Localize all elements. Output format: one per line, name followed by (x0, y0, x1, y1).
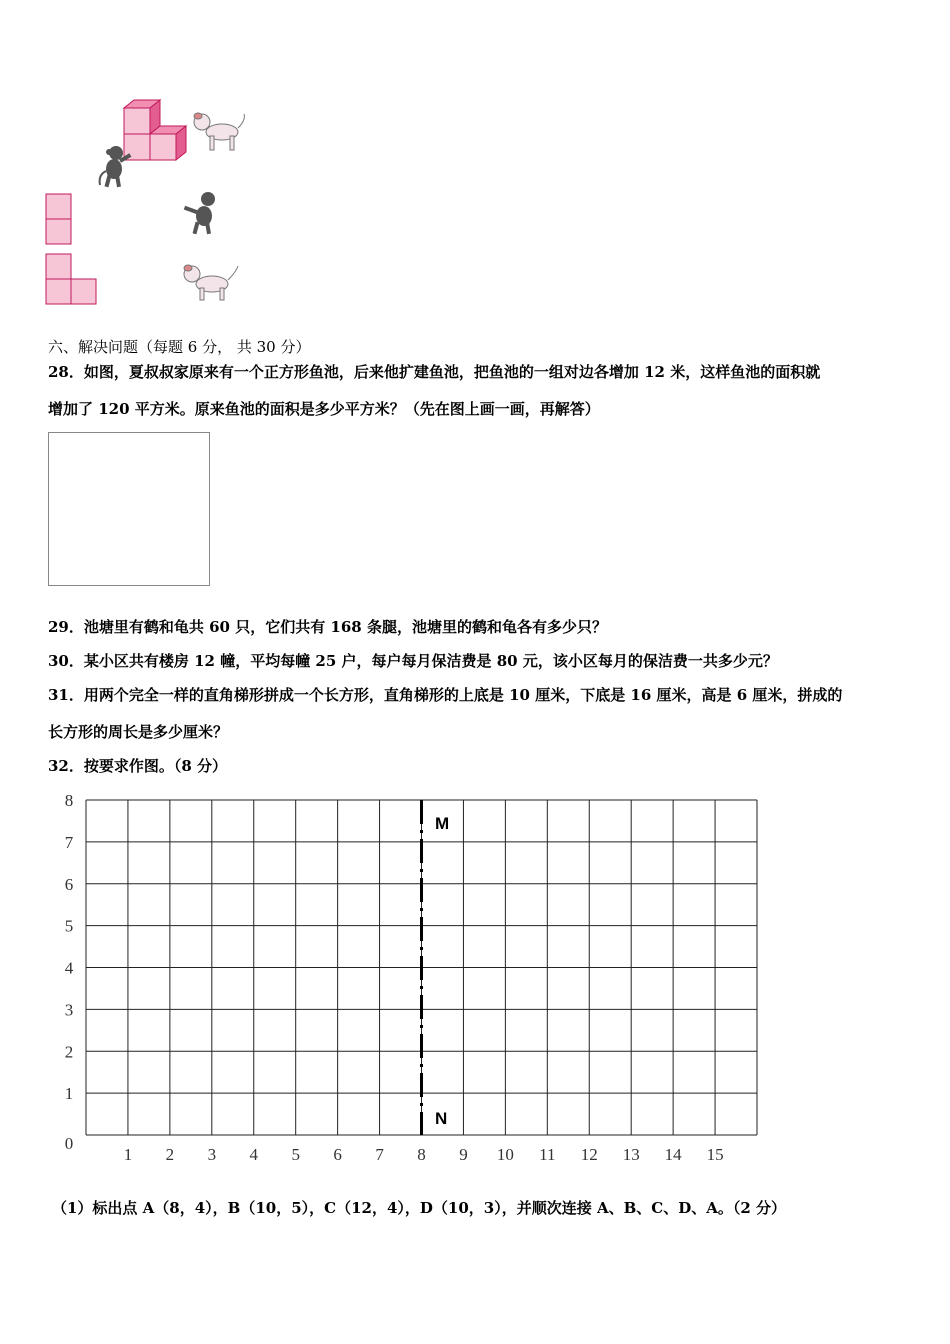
x-tick-label: 13 (622, 1145, 640, 1164)
question-31-line1: 31．用两个完全一样的直角梯形拼成一个长方形，直角梯形的上底是 10 厘米，下底是 16 厘米，高是 6 厘米，拼成的 (48, 686, 843, 704)
label-N: N (435, 1109, 448, 1128)
cube-stack (124, 100, 186, 160)
question-29: 29．池塘里有鹤和龟共 60 只，它们共有 168 条腿，池塘里的鹤和龟各有多少只？ (48, 618, 607, 636)
x-tick-label: 1 (123, 1145, 133, 1164)
x-tick-label: 5 (291, 1145, 300, 1164)
y-tick-label: 4 (64, 958, 74, 978)
x-tick-label: 14 (664, 1145, 682, 1164)
x-tick-label: 10 (496, 1145, 514, 1164)
x-tick-label: 8 (417, 1145, 426, 1164)
question-28-line2: 增加了 120 平方米。原来鱼池的面积是多少平方米？（先在图上画一画，再解答） (48, 400, 600, 418)
y-tick-label: 3 (64, 1000, 74, 1020)
y-tick-label: 2 (64, 1042, 74, 1062)
x-tick-label: 6 (333, 1145, 342, 1164)
question-31-line2: 长方形的周长是多少厘米？ (48, 723, 229, 741)
section-heading: 六、解决问题（每题 6 分， 共 30 分） (48, 338, 311, 356)
x-tick-label: 3 (207, 1145, 217, 1164)
x-axis-ticks (124, 1145, 724, 1164)
question-32: 32．按要求作图。（8 分） (48, 757, 228, 775)
x-tick-label: 9 (459, 1145, 468, 1164)
x-tick-label: 2 (165, 1145, 175, 1164)
coordinate-grid[interactable] (0, 790, 950, 1170)
question-32-sub1: （1）标出点 A（8，4），B（10，5），C（12，4），D（10，3），并顺次连接 A、B、C、D、A。（2 分） (52, 1199, 787, 1217)
x-tick-label: 11 (539, 1145, 556, 1164)
cube-view-illustration (40, 90, 270, 310)
question-28-line1: 28．如图，夏叔叔家原来有一个正方形鱼池，后来他扩建鱼池，把鱼池的一组对边各增加 12 米，这样鱼池的面积就 (48, 363, 821, 381)
x-tick-label: 12 (580, 1145, 598, 1164)
y-axis-ticks (65, 791, 74, 1153)
y-tick-label: 6 (64, 874, 74, 894)
y-tick-label: 5 (64, 916, 74, 936)
dog-icon (194, 113, 244, 150)
x-tick-label: 15 (706, 1145, 724, 1164)
x-tick-label: 7 (375, 1145, 384, 1164)
y-tick-label: 1 (64, 1084, 74, 1104)
front-view-shape (46, 194, 71, 244)
y-tick-label: 8 (64, 791, 74, 810)
x-tick-label: 4 (249, 1145, 258, 1164)
dog-icon (184, 265, 238, 300)
question-30: 30．某小区共有楼房 12 幢，平均每幢 25 户，每户每月保洁费是 80 元，该小区每月的保洁费一共多少元？ (48, 652, 778, 670)
pond-square (48, 432, 210, 586)
monkey-icon (184, 192, 215, 234)
y-tick-label: 7 (64, 832, 74, 852)
side-view-shape (46, 254, 96, 304)
y-tick-label: 0 (64, 1134, 74, 1153)
label-M: M (435, 814, 450, 833)
